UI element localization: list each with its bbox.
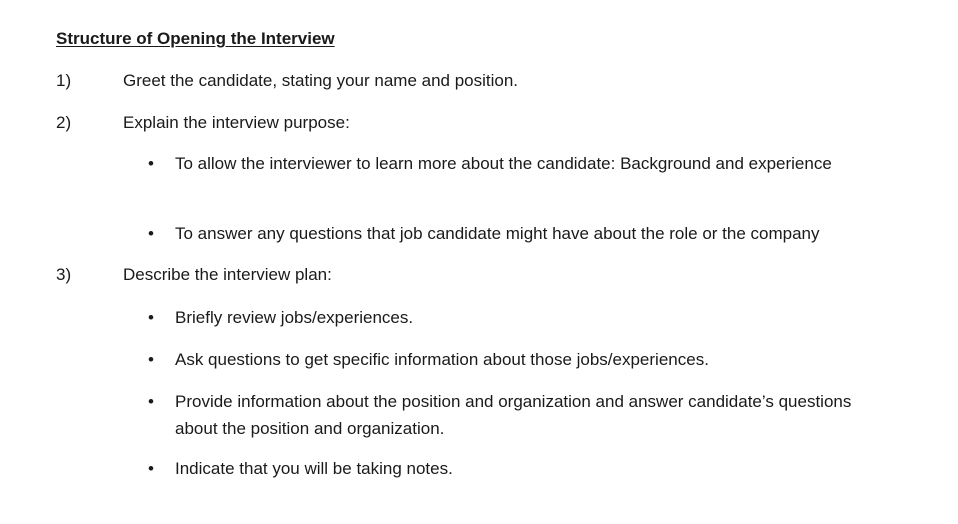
bullet-text: To answer any questions that job candidate might have about the role or the company bbox=[175, 224, 820, 243]
bullet-icon: • bbox=[148, 392, 154, 411]
bullet-icon: • bbox=[148, 224, 154, 243]
bullet-text: Indicate that you will be taking notes. bbox=[175, 459, 453, 478]
bullet-text: To allow the interviewer to learn more about the candidate: Background and experience bbox=[175, 154, 832, 173]
item-text: Explain the interview purpose: bbox=[123, 113, 350, 132]
bullet-text: Briefly review jobs/experiences. bbox=[175, 308, 414, 327]
bullet-icon: • bbox=[148, 459, 154, 478]
bullet-text: Provide information about the position and organization and answer candidate’s questions about the position and organization. bbox=[175, 392, 852, 438]
bullet-icon: • bbox=[148, 154, 154, 173]
bullet-text: Ask questions to get specific information about those jobs/experiences. bbox=[175, 350, 709, 369]
item-number: 3) bbox=[56, 265, 72, 284]
item-number: 2) bbox=[56, 113, 72, 132]
bullet-icon: • bbox=[148, 308, 154, 327]
document-title: Structure of Opening the Interview bbox=[56, 29, 335, 48]
item-text: Describe the interview plan: bbox=[123, 265, 332, 284]
item-text: Greet the candidate, stating your name and position. bbox=[123, 71, 519, 90]
item-number: 1) bbox=[56, 71, 72, 90]
bullet-icon: • bbox=[148, 350, 154, 369]
